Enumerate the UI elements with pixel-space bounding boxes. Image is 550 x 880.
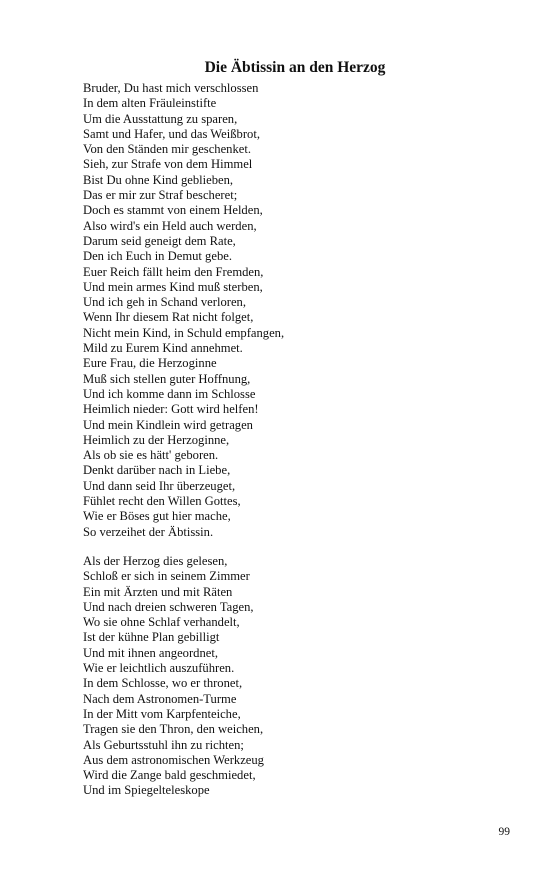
verse-line: Schloß er sich in seinem Zimmer xyxy=(83,569,250,584)
verse-line: In dem alten Fräuleinstifte xyxy=(83,96,217,111)
verse-line: Ist der kühne Plan gebilligt xyxy=(83,630,220,645)
verse-line: Wie er Böses gut hier mache, xyxy=(83,509,231,524)
verse-line: Und ich komme dann im Schlosse xyxy=(83,386,256,401)
verse-line: Wenn Ihr diesem Rat nicht folget, xyxy=(83,310,254,325)
stanza-1 xyxy=(83,81,284,540)
verse-line: In der Mitt vom Karpfenteiche, xyxy=(83,706,241,721)
verse-line: Darum seid geneigt dem Rate, xyxy=(83,233,236,248)
verse-line: Um die Ausstattung zu sparen, xyxy=(83,111,238,126)
verse-line: Wird die Zange bald geschmiedet, xyxy=(83,768,256,783)
verse-line: Als ob sie es hätt' geboren. xyxy=(83,448,219,463)
verse-line: Euer Reich fällt heim den Fremden, xyxy=(83,264,264,279)
verse-line: In dem Schlosse, wo er thronet, xyxy=(83,676,243,691)
verse-line: Und im Spiegelteleskope xyxy=(83,783,210,798)
verse-line: Denkt darüber nach in Liebe, xyxy=(83,463,231,478)
verse-line: Das er mir zur Straf bescheret; xyxy=(83,188,238,203)
verse-line: Eure Frau, die Herzoginne xyxy=(83,356,217,371)
stanza-2 xyxy=(83,554,264,799)
verse-line: Tragen sie den Thron, den weichen, xyxy=(83,722,264,737)
verse-line: Als der Herzog dies gelesen, xyxy=(83,554,228,568)
verse-line: Bruder, Du hast mich verschlossen xyxy=(83,81,259,95)
verse-line: Doch es stammt von einem Helden, xyxy=(83,203,263,218)
verse-line: Heimlich nieder: Gott wird helfen! xyxy=(83,402,259,417)
verse-line: Den ich Euch in Demut gebe. xyxy=(83,249,232,264)
verse-line: Muß sich stellen guter Hoffnung, xyxy=(83,371,251,386)
verse-line: Von den Ständen mir geschenket. xyxy=(83,142,251,157)
verse-line: Wo sie ohne Schlaf verhandelt, xyxy=(83,615,240,630)
verse-line: Samt und Hafer, und das Weißbrot, xyxy=(83,126,260,141)
verse-line: Und mein Kindlein wird getragen xyxy=(83,417,253,432)
verse-line: Bist Du ohne Kind geblieben, xyxy=(83,172,234,187)
page-number: 99 xyxy=(498,826,510,838)
verse-line: Und ich geh in Schand verloren, xyxy=(83,295,246,310)
verse-line: Wie er leichtlich auszuführen. xyxy=(83,661,235,676)
verse-line: Und nach dreien schweren Tagen, xyxy=(83,599,254,614)
verse-line: Mild zu Eurem Kind annehmet. xyxy=(83,341,243,356)
verse-line: Ein mit Ärzten und mit Räten xyxy=(83,584,233,599)
poem-title: Die Äbtissin an den Herzog xyxy=(204,59,386,76)
verse-line: Fühlet recht den Willen Gottes, xyxy=(83,494,241,509)
verse-line: Als Geburtsstuhl ihn zu richten; xyxy=(83,737,244,752)
verse-line: Heimlich zu der Herzoginne, xyxy=(83,432,230,447)
verse-line: Und dann seid Ihr überzeuget, xyxy=(83,478,236,493)
verse-line: Nach dem Astronomen-Turme xyxy=(83,691,237,706)
verse-line: Also wird's ein Held auch werden, xyxy=(83,218,257,233)
verse-line: Und mit ihnen angeordnet, xyxy=(83,645,219,660)
verse-line: Sieh, zur Strafe von dem Himmel xyxy=(83,157,253,172)
verse-line: Aus dem astronomischen Werkzeug xyxy=(83,752,264,767)
verse-line: So verzeihet der Äbtissin. xyxy=(83,524,214,539)
verse-line: Nicht mein Kind, in Schuld empfangen, xyxy=(83,325,285,340)
verse-line: Und mein armes Kind muß sterben, xyxy=(83,279,263,294)
